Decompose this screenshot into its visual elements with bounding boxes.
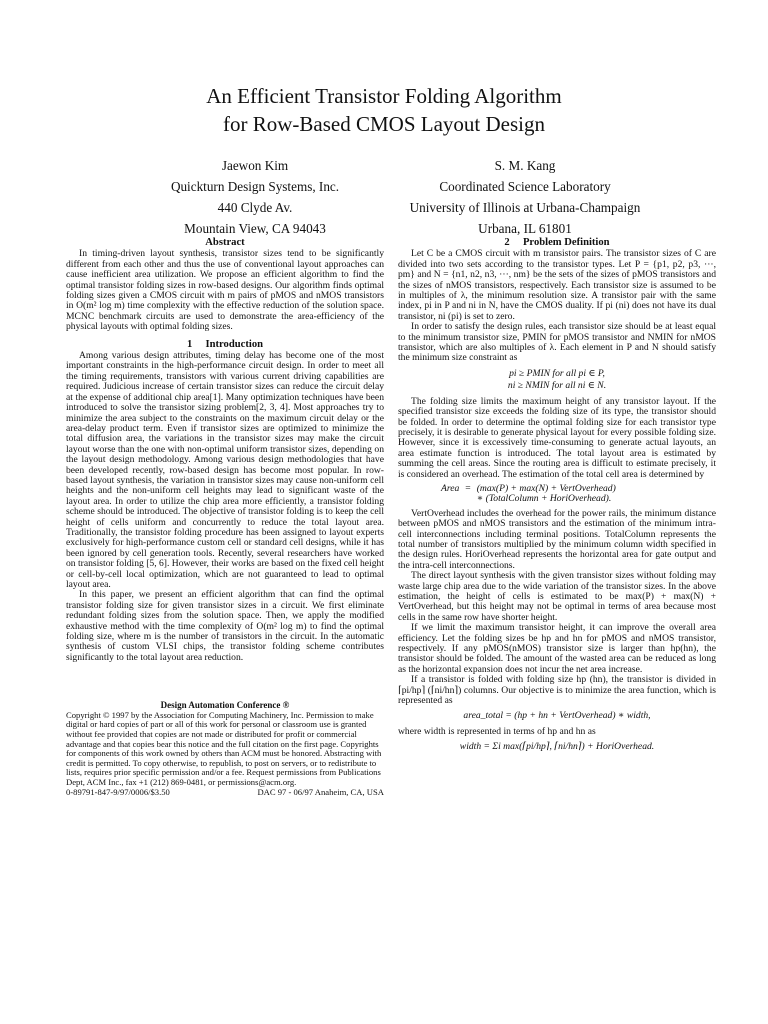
author-city: Urbana, IL 61801 (478, 221, 572, 236)
conference-date-location: DAC 97 - 06/97 Anaheim, CA, USA (257, 786, 384, 797)
intro-paragraph-2: In this paper, we present an efficient algorithm that can find the optimal transistor folding size for given transistor sizes in a circuit. We first eliminate redundant folding sizes from the solution space. Then, we apply the modified exhaustive method with the time complexity of O(m² log m) to find the optimal folding size, where m is the number of transistors in the circuit. In the automatic synthesis of custom VLSI chips, the transistor folding scheme contributes significantly to the total layout area reduction. (66, 589, 384, 663)
abstract-heading: Abstract (205, 237, 245, 248)
area-equation: Area = (max(P) + max(N) + VertOverhead) ∗ (TotalColumn + HoriOverhead). (438, 484, 619, 505)
nmos-constraint: ni ≥ NMIN for all ni ∈ N. (507, 380, 607, 392)
width-equation: width = Σi max(⌈pi/hp⌉, ⌈ni/hn⌉) + HoriOverhead. (459, 741, 655, 753)
left-column (66, 238, 384, 797)
area-rhs-2: ∗ (TotalColumn + HoriOverhead). (476, 493, 612, 505)
problem-paragraph-5: The direct layout synthesis with the given transistor sizes without folding may waste large chip area due to the wide variation of the transistor sizes. In the above estimation, the height of cells is estimated to be max(P) + max(N) + VertOverhead, but this height may not be optimal in terms of area because most cells in the same row have shorter height. (398, 570, 716, 623)
isbn: 0-89791-847-9/97/0006/$3.50 (66, 786, 170, 797)
problem-paragraph-7: If a transistor is folded with folding size hp (hn), the transistor is divided in ⌈pi/hp⌉ (⌈ni/hn⌉) columns. Our objective is to minimize the area function, which is represented as (398, 674, 716, 707)
conference-notice (66, 701, 384, 797)
problem-paragraph-2: In order to satisfy the design rules, each transistor size should be at least equal to the minimum transistor size, PMIN for pMOS transistor and NMIN for nMOS transistor, which are also multiples of λ. Each element in P and N should satisfy the minimum size constraint as (398, 321, 716, 364)
intro-paragraph-1: Among various design attributes, timing delay has become one of the most important constraints in the high-performance circuit design. In order to meet all the timing requirements, transistors with various current driving capabilities are required. Judicious increase of certain transistor sizes can reduce the circuit delay at the expense of additional chip area[1]. Many optimization techniques have been introduced to solve the transistor sizing problem[2, 3, 4]. Most approaches try to minimize the area subject to the constraints on the maximum circuit delay or the area-delay product term. Even if transistor sizes are optimized to minimize the total diffusion area, the variations in the transistor sizes may make the circuit layout worse than the one with non-optimal uniform transistor sizes, depending on the layout design methodology. Among various design methodologies that have been developed recently, row-based design has become most popular. In row-based layout synthesis, the variation in transistor sizes may cause non-uniform cell heights and the non-uniform cell heights may lead to significant waste of the layout area. In order to utilize the chip area more efficiently, a transistor folding scheme should be introduced. The objective of transistor folding is to keep the cell height of cells uniform and concurrently to reduce the total layout area. Traditionally, the transistor folding procedure has been assigned to layout experts exclusively for high-performance custom cell or standard cell designs, while it has been ignored by cell generation tools. Recently, several researchers have worked on transistor folding [5, 6]. However, their works are based on the fixed cell height or cell-by-cell local optimization, which are not guaranteed to lead to optimal layout area. (66, 350, 384, 590)
problem-paragraph-1: Let C be a CMOS circuit with m transistor pairs. The transistor sizes of C are divided into two sets according to the transistor types. Let P = {p1, p2, p3, ···, pm} and N = {n1, n2, n3, ···, nm} be the sets of the sizes of pMOS transistors and the sizes of nMOS transistors, respectively. Each transistor size is assumed to be in multiples of λ, the minimum resolution size. A transistor pair with the same index, pi in P and ni in N, have the CMOS duality. If pi (ni) does not have its dual transistor, ni (pi) is set to zero. (398, 248, 716, 322)
title-line-2: for Row-Based CMOS Layout Design (223, 112, 545, 136)
constraint-equations (398, 369, 716, 392)
abstract-text: In timing-driven layout synthesis, transistor sizes tend to be significantly different from each other and thus the use of conventional layout approaches can cause inefficient area utilization. We propose an efficient algorithm to find the optimal transistor folding sizes in row-based designs. Our algorithm finds optimal folding sizes given a CMOS circuit with m pairs of pMOS and nMOS transistors in O(m² log m) time complexity with the effective reduction of the solution space. MCNC benchmark circuits are used to demonstrate the area-efficiency of the physical layouts with optimal folding sizes. (66, 248, 384, 333)
author-name: Jaewon Kim (221, 158, 289, 173)
problem-paragraph-6: If we limit the maximum transistor height, it can improve the overall area efficiency. Let the folding sizes be hp and hn for pMOS and nMOS transistor, respectively. If any pMOS(nMOS) transistor size is larger than hp(hn), the transistor should be folded. The amount of the wasted area can be reduced as long as the horizontal expansion does not incur the net area increase. (398, 622, 716, 675)
problem-paragraph-4: VertOverhead includes the overhead for the power rails, the minimum distance between pMOS and nMOS transistors and the estimation of the minimum intra-cell interconnections including terminal positions. TotalColumn represents the total number of transistors multiplied by the minimum column width specified in the design rules. HoriOverhead represents the horizontal area for gate output and the intra-cell interconnections. (398, 507, 716, 571)
author-block-1 (120, 155, 390, 239)
author-city: Mountain View, CA 94043 (184, 221, 326, 236)
area-rhs-1: (max(P) + max(N) + VertOverhead) (476, 482, 616, 494)
author-address: 440 Clyde Av. (217, 200, 293, 215)
problem-paragraph-3: The folding size limits the maximum height of any transistor layout. If the specified transistor size exceeds the folding size of its type, the transistor should be folded. In order to determine the optimal folding size for each transistor type precisely, it is desirable to generate physical layout for every possible folding size. However, since it is excessively time-consuming to generate actual layouts, an area estimate function is introduced. The total layout area is estimated by summing the cell areas. Since the routing area is difficult to estimate precisely, it is considered an overhead. The estimation of the total cell area is determined by (398, 395, 716, 480)
conference-title: Design Automation Conference ® (160, 700, 290, 711)
pmos-constraint: pi ≥ PMIN for all pi ∈ P, (509, 367, 605, 379)
author-address: University of Illinois at Urbana-Champaign (409, 200, 641, 215)
copyright-notice: Copyright © 1997 by the Association for Computing Machinery, Inc. Permission to make digital or hard copies of part or all of this work for personal or classroom use is granted without fee provided that copies are not made or distributed for profit or commercial advantage and that copies bear this notice and the full citation on the first page. Copyrights for components of this work owned by others than ACM must be honored. Abstracting with credit is permitted. To copy otherwise, to republish, to post on servers, or to redistribute to lists, requires prior specific permission and/or a fee. Request permissions from Publications Dept, ACM Inc., fax +1 (212) 869-0481, or permissions@acm.org. (66, 709, 382, 787)
author-affiliation: Coordinated Science Laboratory (439, 179, 611, 194)
title-line-1: An Efficient Transistor Folding Algorithm (206, 84, 562, 108)
area-lhs: Area (441, 482, 460, 494)
introduction-heading: 1 Introduction (186, 338, 264, 350)
problem-paragraph-8: where width is represented in terms of hp and hn as (398, 725, 596, 737)
author-affiliation: Quickturn Design Systems, Inc. (170, 179, 340, 194)
right-column (398, 238, 716, 758)
area-total-equation: area_total = (hp + hn + VertOverhead) ∗ width, (463, 710, 651, 722)
author-name: S. M. Kang (494, 158, 556, 173)
author-block-2 (380, 155, 670, 239)
problem-heading: 2 Problem Definition (504, 237, 610, 248)
paper-title (0, 82, 768, 138)
